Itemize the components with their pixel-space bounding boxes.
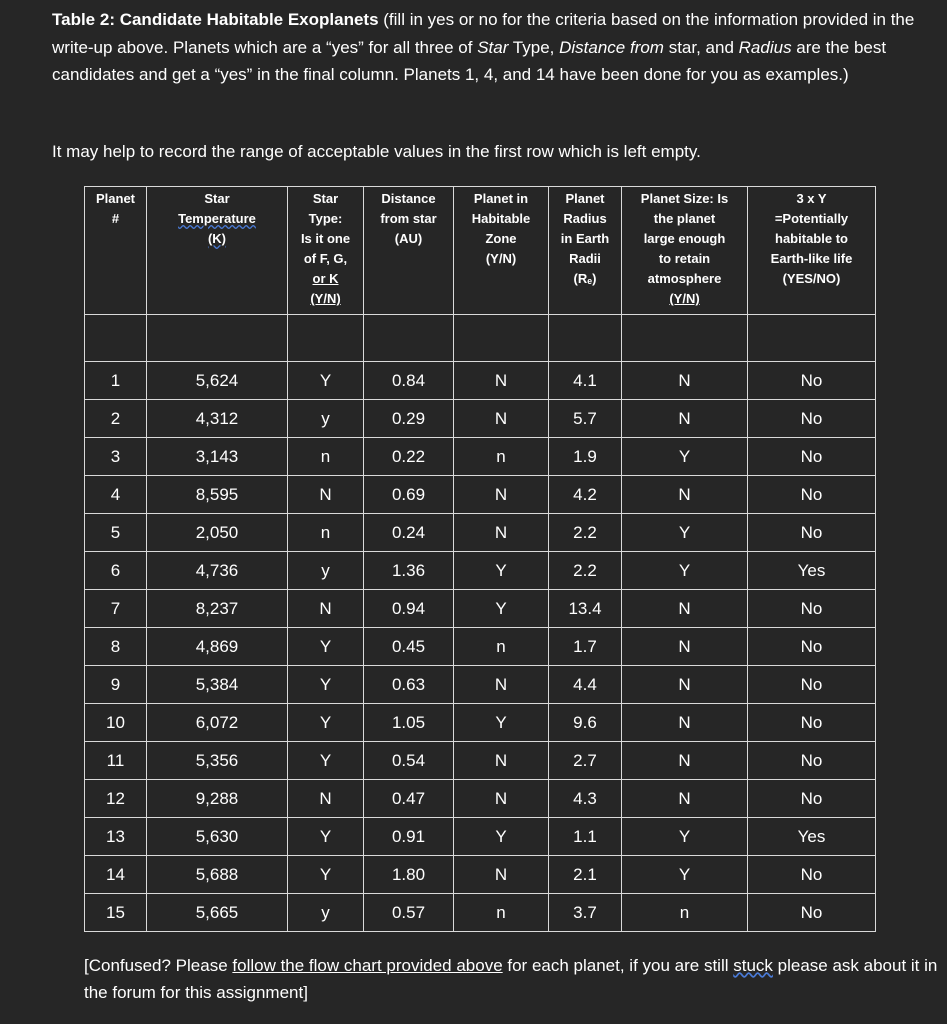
cell-star-temperature: 5,665 (147, 894, 288, 932)
table-row (85, 552, 876, 590)
cell-potentially-habitable[interactable]: No (748, 400, 876, 438)
header-line: (YES/NO) (782, 271, 841, 286)
header-line: to retain (658, 251, 711, 266)
cell-planet-radius: 1.7 (549, 628, 622, 666)
cell-planet-size[interactable]: N (622, 780, 748, 818)
cell-planet-number: 10 (85, 704, 147, 742)
cell-habitable-zone[interactable]: N (454, 400, 549, 438)
cell-planet-size[interactable]: Y (622, 552, 748, 590)
range-cell[interactable] (549, 315, 622, 362)
cell-star-type[interactable]: y (288, 400, 364, 438)
header-line: Distance (381, 191, 436, 206)
cell-star-type[interactable]: Y (288, 362, 364, 400)
table-row (85, 400, 876, 438)
cell-star-type[interactable]: Y (288, 856, 364, 894)
table-row (85, 438, 876, 476)
cell-planet-number: 3 (85, 438, 147, 476)
flow-chart-link[interactable]: follow the flow chart provided above (232, 956, 503, 975)
cell-potentially-habitable[interactable]: No (748, 590, 876, 628)
range-cell[interactable] (622, 315, 748, 362)
cell-potentially-habitable[interactable]: Yes (748, 552, 876, 590)
cell-planet-radius: 4.1 (549, 362, 622, 400)
help-footer (84, 952, 939, 1006)
header-line: habitable to (775, 231, 848, 246)
cell-planet-size[interactable]: N (622, 590, 748, 628)
cell-planet-number: 15 (85, 894, 147, 932)
cell-star-type[interactable]: y (288, 894, 364, 932)
cell-distance: 1.36 (364, 552, 454, 590)
cell-distance: 0.91 (364, 818, 454, 856)
cell-habitable-zone[interactable]: n (454, 628, 549, 666)
cell-potentially-habitable[interactable]: No (748, 362, 876, 400)
cell-planet-size[interactable]: N (622, 666, 748, 704)
cell-potentially-habitable[interactable]: No (748, 894, 876, 932)
header-row (85, 187, 876, 315)
cell-habitable-zone[interactable]: N (454, 856, 549, 894)
header-line: Planet in (473, 191, 529, 206)
cell-planet-number: 6 (85, 552, 147, 590)
cell-distance: 0.57 (364, 894, 454, 932)
cell-planet-radius: 5.7 (549, 400, 622, 438)
header-line: Earth-like life (770, 251, 853, 266)
range-cell[interactable] (748, 315, 876, 362)
footer-text: [Confused? Please (84, 956, 233, 975)
header-planet-number (85, 187, 147, 315)
cell-habitable-zone[interactable]: N (454, 476, 549, 514)
caption-italic-star: Star (477, 37, 509, 57)
cell-planet-number: 12 (85, 780, 147, 818)
range-cell[interactable] (85, 315, 147, 362)
cell-planet-number: 5 (85, 514, 147, 552)
caption-text: (fill in yes or no for the criteria based on the information provided in the write-up above. Planets which are a “yes” for all three of (52, 10, 915, 57)
cell-planet-number: 1 (85, 362, 147, 400)
header-line: Star (312, 191, 339, 206)
cell-planet-radius: 13.4 (549, 590, 622, 628)
cell-distance: 1.80 (364, 856, 454, 894)
cell-potentially-habitable[interactable]: No (748, 742, 876, 780)
header-line: (Y/N) (485, 251, 517, 266)
cell-habitable-zone[interactable]: N (454, 742, 549, 780)
table-row (85, 894, 876, 932)
header-line: or K (312, 271, 339, 286)
cell-planet-size[interactable]: N (622, 742, 748, 780)
cell-habitable-zone[interactable]: N (454, 780, 549, 818)
range-cell[interactable] (454, 315, 549, 362)
cell-planet-size[interactable]: N (622, 704, 748, 742)
header-line: of F, G, (303, 251, 348, 266)
table-row (85, 362, 876, 400)
table-row (85, 628, 876, 666)
cell-planet-number: 9 (85, 666, 147, 704)
caption-italic-radius: Radius (738, 37, 792, 57)
cell-star-temperature: 3,143 (147, 438, 288, 476)
cell-planet-radius: 2.2 (549, 552, 622, 590)
table-row (85, 476, 876, 514)
cell-habitable-zone[interactable]: n (454, 894, 549, 932)
cell-habitable-zone[interactable]: Y (454, 704, 549, 742)
cell-star-type[interactable]: Y (288, 666, 364, 704)
header-line: from star (380, 211, 437, 226)
cell-star-temperature: 8,237 (147, 590, 288, 628)
footer-text: please ask about it in the forum for this assignment] (84, 956, 938, 1002)
cell-planet-number: 8 (85, 628, 147, 666)
cell-planet-radius: 3.7 (549, 894, 622, 932)
cell-planet-size[interactable]: N (622, 628, 748, 666)
footer-text: for each planet, if you are still (502, 956, 734, 975)
header-line: 3 x Y (796, 191, 827, 206)
cell-potentially-habitable[interactable]: No (748, 438, 876, 476)
cell-star-temperature: 4,736 (147, 552, 288, 590)
cell-star-temperature: 4,312 (147, 400, 288, 438)
cell-star-temperature: 5,384 (147, 666, 288, 704)
cell-planet-number: 14 (85, 856, 147, 894)
cell-distance: 0.45 (364, 628, 454, 666)
cell-star-temperature: 6,072 (147, 704, 288, 742)
cell-distance: 0.69 (364, 476, 454, 514)
range-cell[interactable] (147, 315, 288, 362)
header-line: large enough (643, 231, 726, 246)
cell-habitable-zone[interactable]: N (454, 362, 549, 400)
cell-planet-radius: 4.3 (549, 780, 622, 818)
exoplanet-table (84, 186, 876, 932)
cell-potentially-habitable[interactable]: No (748, 514, 876, 552)
cell-planet-number: 11 (85, 742, 147, 780)
header-line: Planet (95, 191, 135, 206)
cell-planet-size[interactable]: Y (622, 856, 748, 894)
cell-star-temperature: 9,288 (147, 780, 288, 818)
header-habitable-zone (454, 187, 549, 315)
caption-title: Table 2: Candidate Habitable Exoplanets (52, 10, 379, 29)
range-cell[interactable] (288, 315, 364, 362)
header-distance (364, 187, 454, 315)
caption-text: Type, (508, 37, 560, 57)
cell-planet-size[interactable]: Y (622, 818, 748, 856)
cell-planet-radius: 4.2 (549, 476, 622, 514)
caption-italic-distance: Distance from (559, 37, 664, 57)
table-row (85, 818, 876, 856)
cell-star-temperature: 4,869 (147, 628, 288, 666)
cell-star-type[interactable]: Y (288, 742, 364, 780)
cell-distance: 1.05 (364, 704, 454, 742)
header-line: Planet Size: Is (640, 191, 729, 206)
cell-planet-size[interactable]: N (622, 362, 748, 400)
table-row (85, 704, 876, 742)
cell-potentially-habitable[interactable]: No (748, 628, 876, 666)
cell-habitable-zone[interactable]: Y (454, 818, 549, 856)
header-line: Radius (563, 211, 607, 226)
cell-star-temperature: 5,356 (147, 742, 288, 780)
cell-distance: 0.47 (364, 780, 454, 818)
cell-star-temperature: 2,050 (147, 514, 288, 552)
header-line: (K) (207, 231, 227, 246)
header-star-temperature (147, 187, 288, 315)
header-line: Planet (565, 191, 605, 206)
cell-potentially-habitable[interactable]: No (748, 476, 876, 514)
cell-habitable-zone[interactable]: Y (454, 552, 549, 590)
cell-star-type[interactable]: N (288, 476, 364, 514)
instruction-note: It may help to record the range of acceptable values in the first row which is left empty. (52, 142, 701, 161)
table-row (85, 856, 876, 894)
table-row (85, 780, 876, 818)
cell-potentially-habitable[interactable]: No (748, 780, 876, 818)
cell-planet-number: 7 (85, 590, 147, 628)
header-line: Zone (485, 231, 517, 246)
cell-planet-size[interactable]: N (622, 476, 748, 514)
header-line: in Earth (560, 231, 610, 246)
header-line: # (111, 211, 120, 226)
header-line: Star (204, 191, 230, 206)
cell-distance: 0.29 (364, 400, 454, 438)
footer-stuck: stuck (733, 956, 773, 975)
cell-star-type[interactable]: y (288, 552, 364, 590)
cell-star-temperature: 8,595 (147, 476, 288, 514)
cell-planet-radius: 2.1 (549, 856, 622, 894)
cell-planet-number: 13 (85, 818, 147, 856)
header-line: Radii (569, 251, 601, 266)
caption-text: are the best candidates and get a “yes” in the final column. Planets 1, 4, and 14 have been done for you as examples.) (52, 37, 887, 84)
caption-text: star, and (663, 37, 739, 57)
header-line: Is it one (300, 231, 351, 246)
table-row (85, 590, 876, 628)
header-line: (AU) (394, 231, 423, 246)
header-line: =Potentially (774, 211, 849, 226)
cell-potentially-habitable[interactable]: No (748, 666, 876, 704)
cell-planet-number: 2 (85, 400, 147, 438)
header-line: (Y/N) (669, 291, 700, 306)
cell-planet-size[interactable]: Y (622, 438, 748, 476)
range-cell[interactable] (364, 315, 454, 362)
cell-planet-size[interactable]: N (622, 400, 748, 438)
cell-star-temperature: 5,624 (147, 362, 288, 400)
cell-distance: 0.63 (364, 666, 454, 704)
table-caption (52, 6, 937, 89)
cell-distance: 0.24 (364, 514, 454, 552)
header-line: Type: (308, 211, 343, 226)
cell-distance: 0.84 (364, 362, 454, 400)
cell-planet-radius: 1.1 (549, 818, 622, 856)
cell-star-type[interactable]: N (288, 590, 364, 628)
cell-habitable-zone[interactable]: Y (454, 590, 549, 628)
cell-distance: 0.54 (364, 742, 454, 780)
cell-star-type[interactable]: n (288, 438, 364, 476)
cell-planet-number: 4 (85, 476, 147, 514)
cell-star-temperature: 5,630 (147, 818, 288, 856)
acceptable-range-row (85, 315, 876, 362)
cell-star-type[interactable]: Y (288, 704, 364, 742)
header-line: atmosphere (647, 271, 722, 286)
cell-planet-radius: 2.2 (549, 514, 622, 552)
header-star-type (288, 187, 364, 315)
cell-star-type[interactable]: n (288, 514, 364, 552)
header-line: Temperature (178, 211, 256, 226)
cell-planet-radius: 4.4 (549, 666, 622, 704)
header-line: Habitable (471, 211, 531, 226)
cell-habitable-zone[interactable]: N (454, 514, 549, 552)
cell-distance: 0.22 (364, 438, 454, 476)
header-planet-size (622, 187, 748, 315)
cell-planet-radius: 1.9 (549, 438, 622, 476)
header-line: the planet (653, 211, 716, 226)
cell-planet-size[interactable]: Y (622, 514, 748, 552)
cell-star-temperature: 5,688 (147, 856, 288, 894)
cell-planet-radius: 9.6 (549, 704, 622, 742)
cell-star-type[interactable]: Y (288, 628, 364, 666)
cell-potentially-habitable[interactable]: No (748, 704, 876, 742)
table-row (85, 742, 876, 780)
header-line: (Rₑ) (573, 271, 597, 286)
cell-potentially-habitable[interactable]: No (748, 856, 876, 894)
cell-planet-radius: 2.7 (549, 742, 622, 780)
cell-star-type[interactable]: N (288, 780, 364, 818)
cell-distance: 0.94 (364, 590, 454, 628)
cell-star-type[interactable]: Y (288, 818, 364, 856)
header-planet-radius (549, 187, 622, 315)
table-row (85, 514, 876, 552)
cell-habitable-zone[interactable]: N (454, 666, 549, 704)
cell-planet-size[interactable]: n (622, 894, 748, 932)
cell-potentially-habitable[interactable]: Yes (748, 818, 876, 856)
header-potentially-habitable (748, 187, 876, 315)
table-row (85, 666, 876, 704)
header-line: (Y/N) (310, 291, 341, 306)
cell-habitable-zone[interactable]: n (454, 438, 549, 476)
